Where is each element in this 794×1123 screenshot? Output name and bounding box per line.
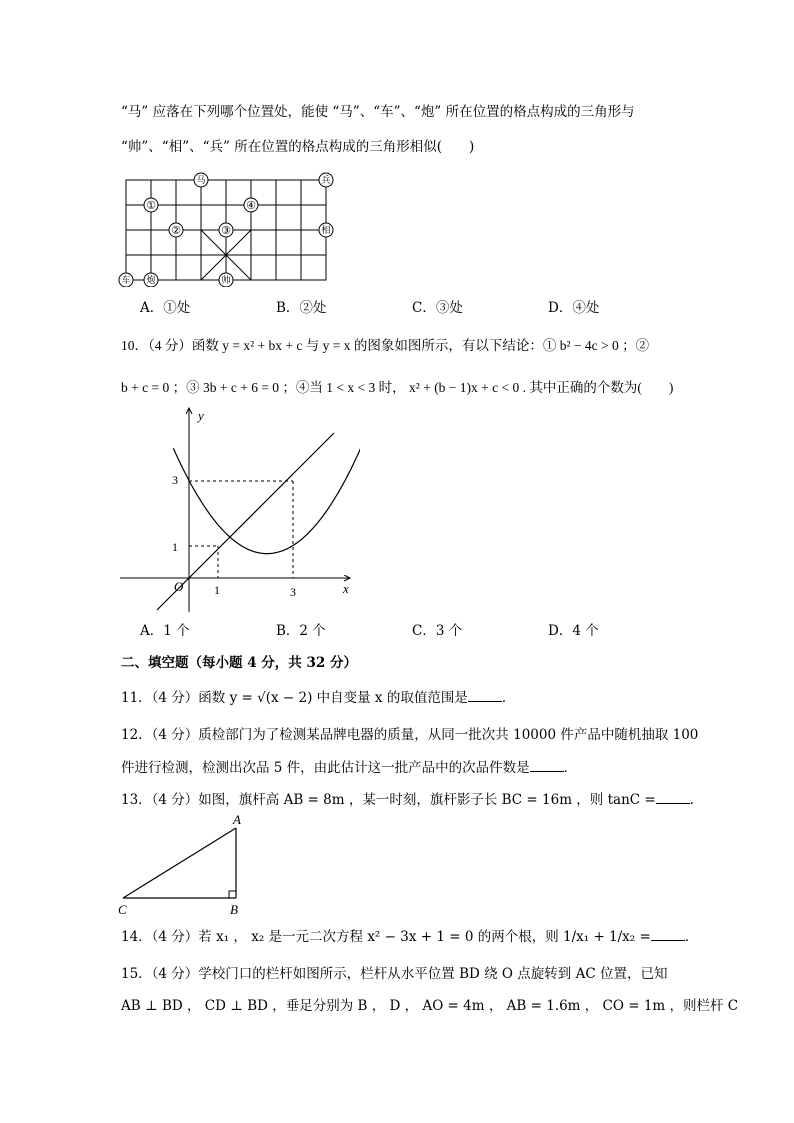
right-angle-mark (229, 891, 236, 898)
q11-answer-blank[interactable] (468, 700, 502, 702)
q10-option-a[interactable]: A．1 个 (140, 623, 190, 639)
marker-1: ① (146, 200, 156, 212)
q9-option-c[interactable]: C．③处 (412, 300, 463, 316)
marker-2: ② (171, 225, 181, 237)
piece-ma: 马 (196, 175, 206, 185)
piece-xiang: 相 (321, 225, 331, 235)
line-y-equals-x (157, 433, 334, 610)
segment-ac (123, 828, 236, 898)
q14-answer-blank[interactable] (651, 939, 685, 941)
label-a: A (233, 812, 241, 827)
q10-option-b[interactable]: B．2 个 (276, 623, 326, 639)
marker-4: ④ (246, 200, 256, 212)
q11-text: 11．（4 分）函数 y = √(x − 2) 中自变量 x 的取值范围是 (121, 690, 468, 706)
chess-board-figure (118, 172, 338, 287)
q10-text-line2: b + c = 0 ；③ 3b + c + 6 = 0 ；④当 1 < x < 3 时， x² + (b − 1)x + c < 0 . 其中正确的个数为( ) (121, 380, 674, 395)
q9-option-d[interactable]: D．④处 (548, 300, 600, 316)
y-tick-1: 1 (172, 540, 178, 554)
section-fill-in-title: 二、填空题（每小题 4 分，共 32 分） (121, 655, 357, 671)
q10-text-line1: 10．（4 分）函数 y = x² + bx + c 与 y = x 的图象如图所示，有以下结论：① b² − 4c > 0 ；② (121, 338, 650, 353)
q13-text: 13．（4 分）如图，旗杆高 AB = 8m ，某一时刻，旗杆影子长 BC = 16m ，则 tanC = (121, 792, 656, 808)
label-b: B (230, 902, 238, 917)
q10-option-d[interactable]: D．4 个 (548, 623, 599, 639)
q13-line: 13．（4 分）如图，旗杆高 AB = 8m ，某一时刻，旗杆影子长 BC = 16m ，则 tanC = ． (121, 792, 704, 808)
q12-answer-blank[interactable] (530, 770, 564, 772)
q14-text: 14．（4 分）若 x₁ ， x₂ 是一元二次方程 x² − 3x + 1 = 0 的两个根，则 1/x₁ + 1/x₂ = (121, 929, 651, 945)
x-tick-1: 1 (214, 583, 220, 597)
parabola-curve (173, 410, 360, 553)
guide-lines (189, 481, 293, 578)
q10-option-c[interactable]: C．3 个 (412, 623, 463, 639)
origin-label: O (174, 579, 184, 594)
label-c: C (118, 902, 127, 917)
q13-answer-blank[interactable] (656, 802, 690, 804)
piece-shuai: 帅 (221, 275, 231, 285)
q9-option-b[interactable]: B．②处 (276, 300, 327, 316)
piece-bing: 兵 (321, 175, 331, 185)
q9-text-line2: “帅”、“相”、“兵” 所在位置的格点构成的三角形相似( ) (121, 139, 475, 155)
piece-pao: 炮 (146, 275, 156, 285)
y-tick-3: 3 (172, 473, 178, 487)
q9-option-a[interactable]: A．①处 (140, 300, 191, 316)
x-tick-3: 3 (290, 585, 296, 599)
q12-line2: 件进行检测，检测出次品 5 件，由此估计这一批产品中的次品件数是 ． (121, 760, 578, 776)
function-graph-figure (110, 400, 360, 625)
marker-3: ③ (221, 225, 231, 237)
q14-line: 14．（4 分）若 x₁ ， x₂ 是一元二次方程 x² − 3x + 1 = 0 的两个根，则 1/x₁ + 1/x₂ = ． (121, 929, 699, 945)
q12-text: 件进行检测，检测出次品 5 件，由此估计这一批产品中的次品件数是 (121, 760, 530, 776)
q9-text-line1: “马” 应落在下列哪个位置处，能使 “马”、“车”、“炮” 所在位置的格点构成的三角形与 (121, 104, 635, 120)
q9-options (140, 302, 660, 316)
flagpole-triangle-figure (113, 810, 253, 920)
q10-options (140, 625, 660, 639)
q12-text-line1: 12．（4 分）质检部门为了检测某品牌电器的质量，从同一批次共 10000 件产品中随机抽取 100 (121, 727, 699, 743)
q15-text-line1: 15．（4 分）学校门口的栏杆如图所示，栏杆从水平位置 BD 绕 O 点旋转到 AC 位置，已知 (121, 966, 668, 982)
piece-che: 车 (121, 275, 131, 285)
q15-text-line2: AB ⊥ BD ， CD ⊥ BD ，垂足分别为 B ， D ， AO = 4m ， AB = 1.6m ， CO = 1m ，则栏杆 C (121, 998, 739, 1014)
y-axis-label: y (198, 408, 204, 423)
q11-line: 11．（4 分）函数 y = √(x − 2) 中自变量 x 的取值范围是 ． (121, 690, 516, 706)
x-axis-label: x (343, 581, 349, 596)
